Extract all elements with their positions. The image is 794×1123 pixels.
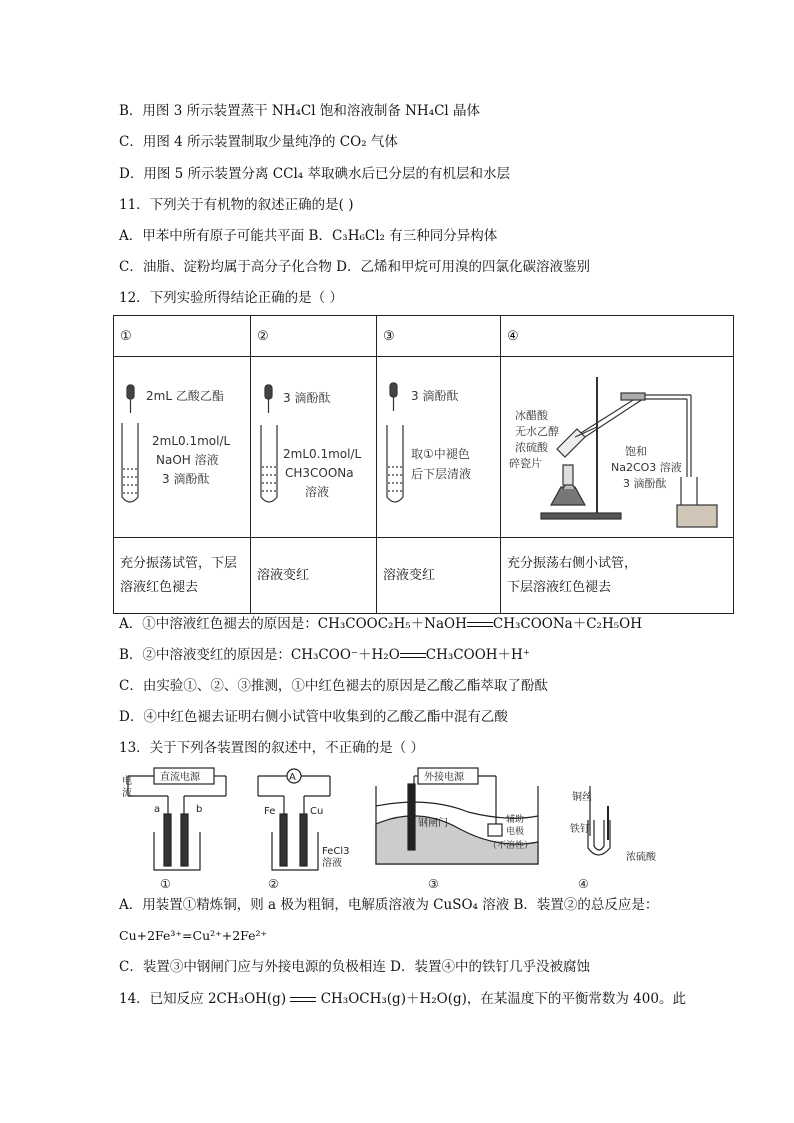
option-12d: D．④中红色褪去证明右侧小试管中收集到的乙酸乙酯中混有乙酸 [119,709,508,725]
svg-text:直流电源: 直流电源 [160,772,200,783]
label-conc: 2mL0.1mol/L [283,447,362,461]
option-12c: C．由实验①、②、③推测，①中红色褪去的原因是乙酸乙酯萃取了酚酞 [119,678,548,694]
option-10d: D．用图 5 所示装置分离 CCl₄ 萃取碘水后已分层的有机层和水层 [119,166,510,182]
label-phenol: 3 滴酚酞 [623,477,667,490]
experiment-4-figure [501,357,734,538]
label-conc: 2mL0.1mol/L [152,434,231,448]
label-acetic: 冰醋酸 [515,409,548,422]
options-13-ab-2: Cu+2Fe³⁺=Cu²⁺+2Fe²⁺ [119,928,268,943]
options-13-ab-1: A．用装置①精炼铜，则 a 极为粗铜，电解质溶液为 CuSO₄ 溶液 B．装置②的总反应是： [119,897,659,913]
test-tube-icon [387,425,403,502]
label-ethanol: 无水乙醇 [515,425,559,438]
header-4: ④ [501,316,734,357]
label-ester: 2mL 乙酸乙酯 [146,389,224,403]
result-3: 溶液变红 [377,538,501,614]
label-chips: 碎瓷片 [509,457,542,470]
figure-13-devices [118,766,678,892]
option-12b: B．②中溶液变红的原因是：CH₃COO⁻＋H₂O CH₃COOH＋H⁺ [119,647,530,663]
svg-text:b: b [196,804,203,815]
svg-text:流: 流 [122,788,132,799]
svg-text:钢闸门: 钢闸门 [418,818,448,829]
result-4: 充分振荡右侧小试管， 下层溶液红色褪去 [501,538,734,614]
question-11: 11．下列关于有机物的叙述正确的是( ) [119,197,354,213]
options-11-cd: C．油脂、淀粉均属于高分子化合物 D．乙烯和甲烷可用溴的四氯化碳溶液鉴别 [119,259,590,275]
svg-text:电: 电 [122,776,132,787]
svg-text:电极: 电极 [506,827,525,837]
svg-text:辅助: 辅助 [506,815,525,825]
label-saturated: 饱和 [625,445,647,458]
svg-text:溶液: 溶液 [322,858,342,869]
label-h2so4: 浓硫酸 [515,441,548,454]
experiment-table [113,315,734,614]
svg-text:Fe: Fe [264,806,276,817]
svg-text:③: ③ [428,877,439,891]
svg-text:④: ④ [578,877,589,891]
question-12: 12．下列实验所得结论正确的是（ ） [119,290,343,306]
result-1: 充分振荡试管，下层 溶液红色褪去 [114,538,251,614]
header-3: ③ [377,316,501,357]
equilibrium-arrow-icon [290,995,316,1005]
label-solution: 溶液 [305,485,330,499]
label-acetate: CH3COONa [285,466,354,480]
svg-text:Cu: Cu [310,806,324,817]
dropper-icon [390,383,397,411]
svg-text:（不溶性）: （不溶性） [488,841,534,851]
svg-text:A: A [289,772,296,783]
experiment-2-figure [251,357,377,538]
svg-text:外接电源: 外接电源 [424,772,464,783]
option-10c: C．用图 4 所示装置制取少量纯净的 CO₂ 气体 [119,134,398,150]
svg-text:②: ② [268,877,279,891]
dropper-icon [265,385,272,413]
svg-text:铁钉: 铁钉 [570,824,590,835]
svg-text:FeCl3: FeCl3 [322,846,350,857]
svg-text:铜丝: 铜丝 [572,792,592,803]
svg-text:①: ① [160,877,171,891]
label-naoh: NaOH 溶液 [156,453,219,467]
test-tube-icon [122,423,138,502]
svg-text:a: a [154,804,161,815]
question-13: 13．关于下列各装置图的叙述中，不正确的是（ ） [119,740,424,756]
experiment-1-figure [114,357,251,538]
options-13-cd: C．装置③中钢闸门应与外接电源的负极相连 D．装置④中的铁钉几乎没被腐蚀 [119,959,590,975]
option-12a: A．①中溶液红色褪去的原因是：CH₃COOC₂H₅＋NaOH CH₃COONa＋C₂H₅OH [119,616,642,632]
label-clear: 后下层清液 [411,467,472,481]
svg-text:浓硫酸: 浓硫酸 [626,852,656,863]
header-2: ② [251,316,377,357]
test-tube-icon [261,425,277,502]
dropper-icon [127,385,134,413]
label-na2co3: Na2CO3 溶液 [611,461,682,474]
options-11-ab: A．甲苯中所有原子可能共平面 B．C₃H₆Cl₂ 有三种同分异构体 [119,228,498,244]
result-2: 溶液变红 [251,538,377,614]
label-phenol: 3 滴酚酞 [283,391,331,405]
option-10b: B．用图 3 所示装置蒸干 NH₄Cl 饱和溶液制备 NH₄Cl 晶体 [119,103,481,119]
equilibrium-arrow-icon [400,651,426,661]
equilibrium-arrow-icon [467,620,493,630]
label-phenol: 3 滴酚酞 [162,472,210,486]
experiment-3-figure [377,357,501,538]
question-14: 14．已知反应 2CH₃OH(g) CH₃OCH₃(g)＋H₂O(g)，在某温度下的平衡常数为 400。此 [119,991,686,1007]
header-1: ① [114,316,251,357]
label-phenol: 3 滴酚酞 [411,389,459,403]
label-take: 取①中褪色 [411,447,470,461]
